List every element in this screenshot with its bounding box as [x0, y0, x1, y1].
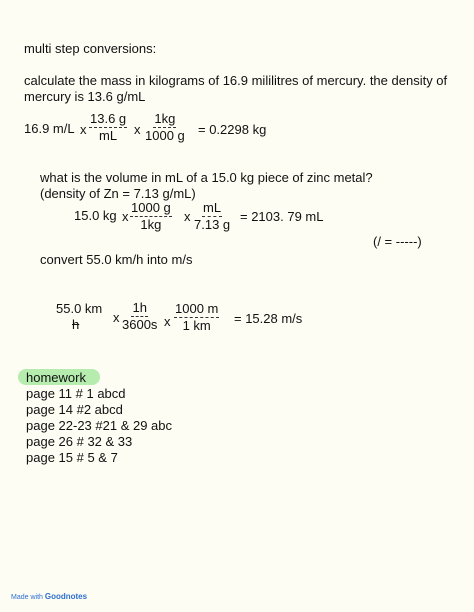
- times-sign: x: [184, 209, 191, 224]
- fraction-numerator: 1000 m: [175, 301, 219, 316]
- fraction-numerator: 55.0 km: [56, 301, 103, 316]
- problem1-fraction-2: [145, 112, 185, 143]
- fraction-numerator: 1000 g: [131, 200, 171, 215]
- fraction-denominator: mL: [99, 128, 118, 143]
- problem3-result: = 15.28 m/s: [234, 311, 303, 326]
- times-sign: x: [122, 209, 129, 224]
- times-sign: x: [164, 314, 171, 329]
- problem2-line2: (density of Zn = 7.13 g/mL): [40, 186, 196, 201]
- fraction-denominator: 1kg: [140, 217, 162, 232]
- times-sign: x: [113, 310, 120, 325]
- problem2-line1: what is the volume in mL of a 15.0 kg piece of zinc metal?: [40, 170, 373, 185]
- page-heading: multi step conversions:: [24, 41, 157, 56]
- homework-item: page 15 # 5 & 7: [26, 450, 118, 465]
- fraction-numerator: mL: [203, 200, 222, 215]
- fraction-denominator: 1 km: [182, 318, 211, 333]
- problem2-note: (/ = -----): [373, 234, 422, 249]
- homework-item: page 22-23 #21 & 29 abc: [26, 418, 173, 433]
- problem2-fraction-1: [130, 201, 172, 232]
- problem3-start-fraction: [56, 302, 102, 332]
- problem2-result: = 2103. 79 mL: [240, 209, 324, 224]
- problem3-fraction-2: [174, 302, 219, 333]
- badge-prefix: Made with: [11, 594, 43, 601]
- fraction-denominator: 7.13 g: [194, 217, 231, 232]
- homework-item: page 26 # 32 & 33: [26, 434, 133, 449]
- fraction-numerator: 1h: [132, 300, 147, 315]
- fraction-denominator: h: [72, 317, 80, 332]
- problem1-line1: calculate the mass in kilograms of 16.9 mililitres of mercury. the density of: [24, 73, 448, 88]
- fraction-numerator: 1kg: [154, 111, 176, 126]
- problem1-result: = 0.2298 kg: [198, 122, 267, 137]
- goodnotes-badge: [8, 591, 90, 603]
- problem3-fraction-1: [122, 301, 157, 332]
- fraction-denominator: 3600s: [122, 317, 158, 332]
- problem2-start: 15.0 kg: [74, 208, 117, 223]
- problem1-line2: mercury is 13.6 g/mL: [24, 89, 146, 104]
- problem2-fraction-2: [194, 201, 230, 232]
- badge-brand: Goodnotes: [44, 592, 88, 601]
- problem1-fraction-1: [89, 112, 127, 143]
- homework-item: page 14 #2 abcd: [26, 402, 123, 417]
- problem1-start: 16.9 m/L: [24, 121, 75, 136]
- times-sign: x: [80, 122, 87, 137]
- fraction-denominator: 1000 g: [145, 128, 185, 143]
- fraction-numerator: 13.6 g: [90, 111, 127, 126]
- homework-title: homework: [26, 370, 86, 385]
- times-sign: x: [134, 122, 141, 137]
- homework-item: page 11 # 1 abcd: [26, 386, 126, 401]
- problem3-line1: convert 55.0 km/h into m/s: [40, 252, 193, 267]
